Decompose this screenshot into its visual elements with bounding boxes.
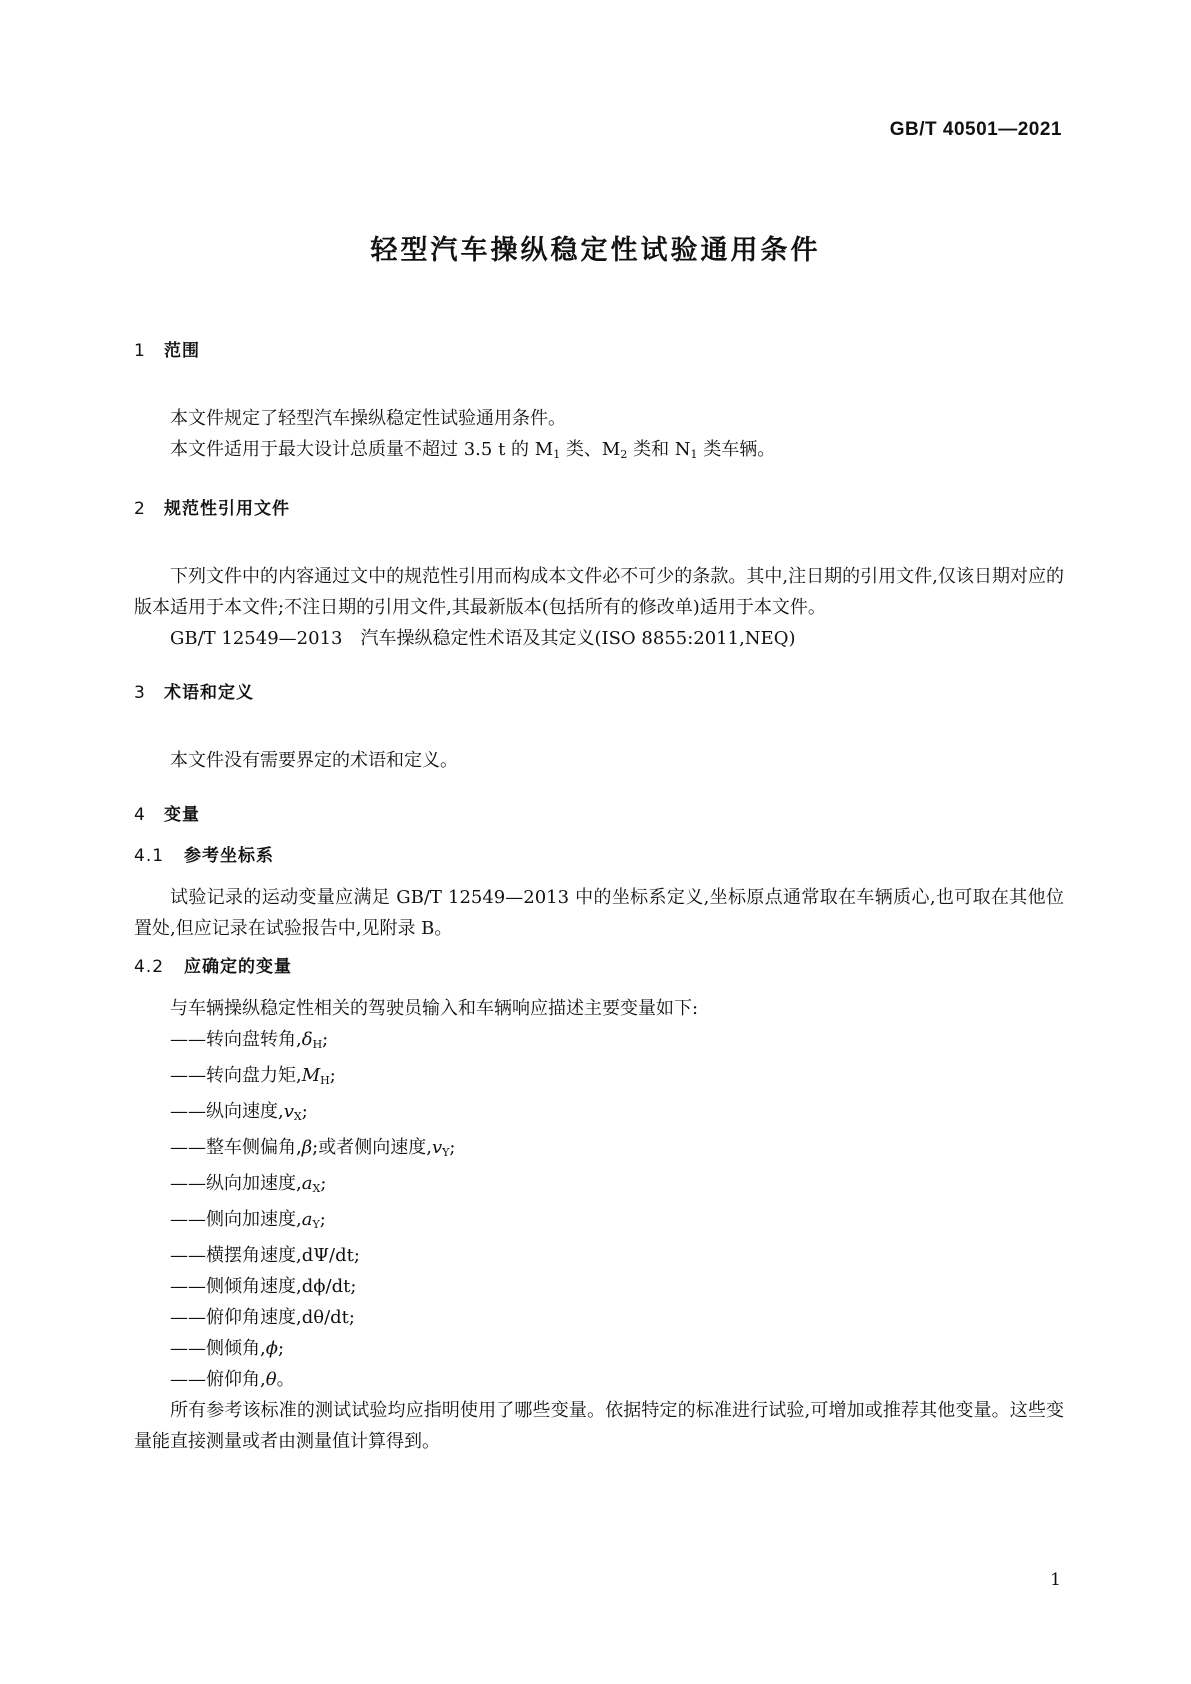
list-item: ——转向盘力矩$,M_H$; [170, 1065, 336, 1087]
section-2-heading [134, 494, 1064, 525]
section-number: 2 [134, 499, 146, 519]
list-item: ——俯仰角速度,dθ/dt; [170, 1307, 355, 1328]
section-1-heading [134, 336, 1064, 367]
paragraph: 试验记录的运动变量应满足 GB/T 12549—2013 中的坐标系定义,坐标原点通常取在车辆质心,也可取在其他位置处,但应记录在试验报告中,见附录 B。 [134, 887, 1064, 939]
section-number: 4 [134, 805, 146, 825]
section-number: 4.2 [134, 957, 165, 977]
section-number: 1 [134, 341, 146, 361]
variable-list [134, 1024, 1064, 1395]
list-item: ——纵向速度$,v_X$; [170, 1101, 308, 1123]
list-item: ——侧向加速度$,a_Y$; [170, 1209, 326, 1231]
paragraph: 与车辆操纵稳定性相关的驾驶员输入和车辆响应描述主要变量如下: [170, 998, 699, 1019]
section-title: 参考坐标系 [184, 846, 274, 866]
section-title: 变量 [164, 805, 200, 825]
list-item: ——俯仰角,θ。 [170, 1369, 295, 1390]
section-title: 范围 [164, 341, 200, 361]
list-item: ——纵向加速度$,a_X$; [170, 1173, 327, 1195]
section-4-2-heading [134, 952, 1064, 983]
section-title: 应确定的变量 [184, 957, 292, 977]
document-title: 轻型汽车操纵稳定性试验通用条件 [370, 235, 821, 266]
section-4-heading [134, 800, 1064, 831]
paragraph: 本文件规定了轻型汽车操纵稳定性试验通用条件。 [170, 408, 566, 429]
section-3-heading [134, 678, 1064, 709]
section-title: 规范性引用文件 [164, 499, 290, 519]
section-4-1-heading [134, 841, 1064, 872]
standard-code: GB/T 40501—2021 [889, 119, 1062, 140]
section-title: 术语和定义 [164, 683, 254, 703]
paragraph: 本文件没有需要界定的术语和定义。 [170, 750, 458, 771]
paragraph: 下列文件中的内容通过文中的规范性引用而构成本文件必不可少的条款。其中,注日期的引用文件,仅该日期对应的版本适用于本文件;不注日期的引用文件,其最新版本(包括所有的修改单)适用于本文件。 [134, 566, 1064, 618]
section-number: 3 [134, 683, 146, 703]
paragraph: 所有参考该标准的测试试验均应指明使用了哪些变量。依据特定的标准进行试验,可增加或推荐其他变量。这些变量能直接测量或者由测量值计算得到。 [134, 1400, 1064, 1452]
document-body [134, 336, 1064, 1457]
paragraph: 本文件适用于最大设计总质量不超过 3.5 t 的 $M_1$ 类、$M_2$ 类和 $N_1$ 类车辆。 [170, 439, 776, 461]
page-number: 1 [1050, 1570, 1061, 1590]
normative-reference: GB/T 12549—2013 汽车操纵稳定性术语及其定义(ISO 8855:2011,NEQ) [170, 628, 796, 649]
section-number: 4.1 [134, 846, 165, 866]
list-item: ——侧倾角,ϕ; [170, 1338, 285, 1359]
list-item: ——整车侧偏角,β;或者侧向速度$,v_Y$; [170, 1137, 456, 1159]
list-item: ——横摆角速度,dΨ/dt; [170, 1245, 360, 1266]
list-item: ——侧倾角速度,dϕ/dt; [170, 1276, 357, 1297]
list-item: ——转向盘转角$,\delta_H$; [170, 1029, 329, 1051]
